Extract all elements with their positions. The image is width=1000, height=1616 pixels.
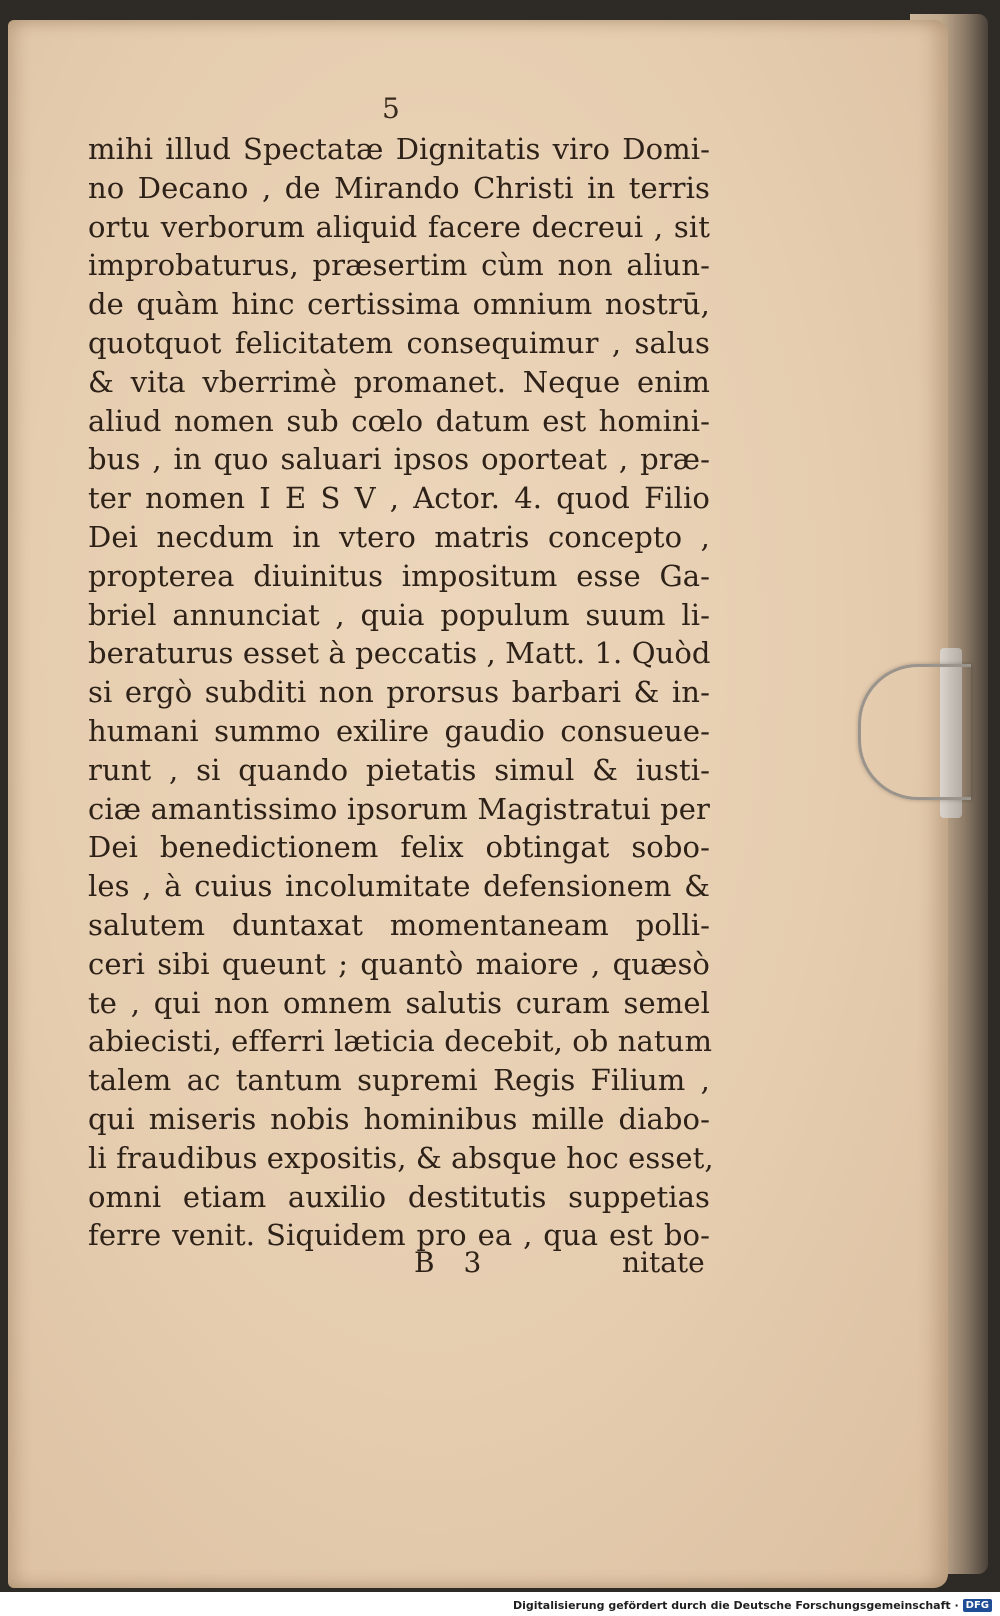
text-line: ter nomen I E S V , Actor. 4. quod Filio	[88, 481, 710, 516]
text-line: ortu verborum aliquid facere decreui , sit	[88, 209, 710, 244]
credit-text: Digitalisierung gefördert durch die Deutsche Forschungsgemeinschaft ·	[512, 1599, 959, 1612]
catchword: nitate	[622, 1246, 705, 1279]
page-number: 5	[382, 92, 400, 125]
text-line: improbaturus, præsertim cùm non aliun-	[88, 248, 710, 283]
text-line: omni etiam auxilio destitutis suppetias	[88, 1179, 710, 1214]
text-line: talem ac tantum supremi Regis Filium ,	[88, 1063, 710, 1098]
text-line: no Decano , de Mirando Christi in terris	[88, 170, 710, 205]
text-line: abiecisti, efferri læticia decebit, ob natum	[88, 1024, 713, 1059]
text-line: Dei necdum in vtero matris concepto ,	[88, 519, 710, 554]
text-line: li fraudibus expositis, & absque hoc esset,	[88, 1140, 714, 1175]
text-line: de quàm hinc certissima omnium nostrū,	[88, 287, 710, 322]
body-text	[88, 130, 714, 1255]
text-line: aliud nomen sub cœlo datum est homini-	[88, 403, 710, 438]
text-line: Dei benedictionem felix obtingat sobo-	[88, 830, 710, 865]
page-clip	[858, 664, 971, 800]
signature-mark: B 3	[414, 1246, 492, 1279]
digitization-credit	[513, 1599, 992, 1612]
text-line: bus , in quo saluari ipsos oporteat , præ-	[88, 442, 710, 477]
text-line: runt , si quando pietatis simul & iusti-	[88, 752, 710, 787]
text-line: humani summo exilire gaudio consueue-	[88, 713, 710, 748]
text-line: salutem duntaxat momentaneam polli-	[88, 907, 710, 942]
text-line: & vita vberrimè promanet. Neque enim	[88, 364, 710, 399]
text-line: mihi illud Spectatæ Dignitatis viro Domi-	[88, 132, 710, 166]
text-line: te , qui non omnem salutis curam semel	[88, 985, 710, 1020]
text-line: si ergò subditi non prorsus barbari & in-	[88, 675, 710, 710]
text-line: propterea diuinitus impositum esse Ga-	[88, 558, 710, 593]
text-line: ferre venit. Siquidem pro ea , qua est bo-	[88, 1218, 710, 1253]
text-line: ceri sibi queunt ; quantò maiore , quæsò	[88, 946, 710, 981]
dfg-logo: DFG	[963, 1599, 992, 1612]
text-line: quotquot felicitatem consequimur , salus	[88, 325, 710, 360]
text-line: beraturus esset à peccatis , Matt. 1. Quòd	[88, 636, 711, 671]
text-line: ciæ amantissimo ipsorum Magistratui per	[88, 791, 710, 826]
text-line: les , à cuius incolumitate defensionem &	[88, 869, 710, 904]
text-line: qui miseris nobis hominibus mille diabo-	[88, 1101, 710, 1136]
text-line: briel annunciat , quia populum suum li-	[88, 597, 710, 632]
